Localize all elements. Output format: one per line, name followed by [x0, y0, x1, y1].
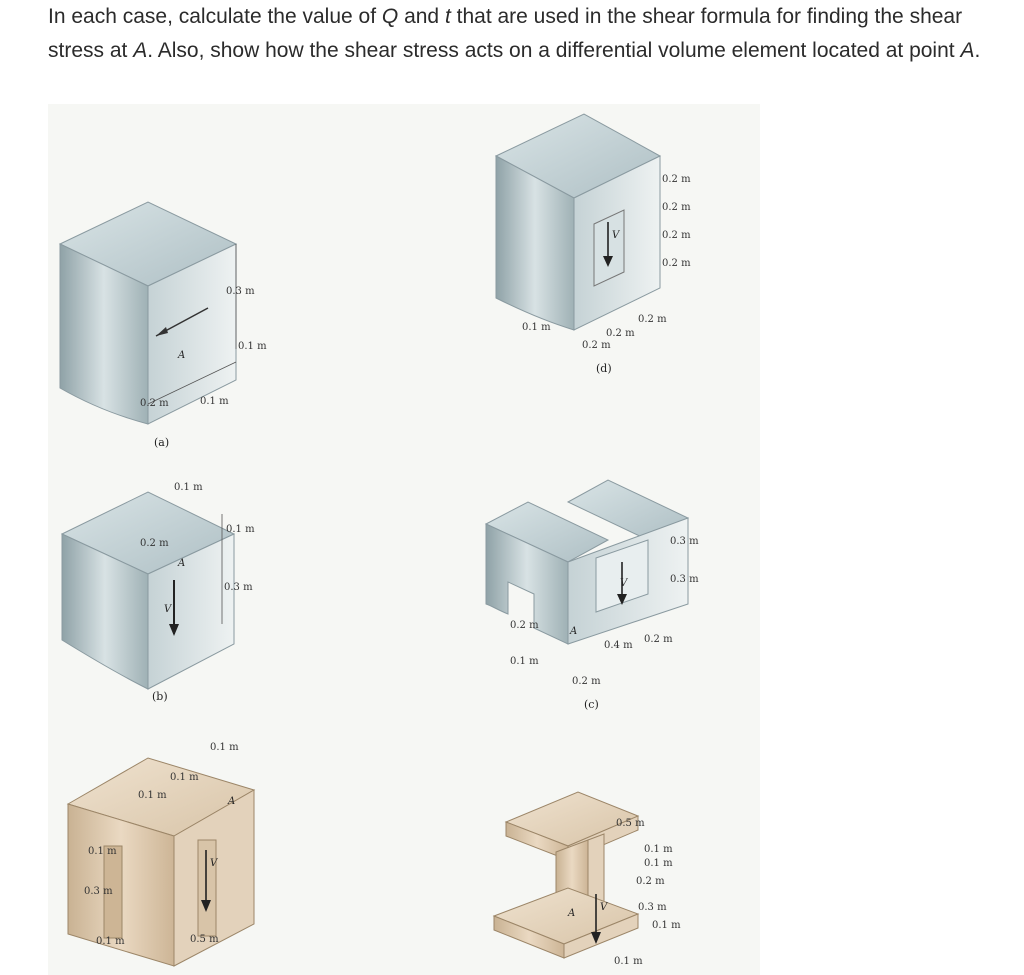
- dim-c-4: 0.4 m: [604, 640, 633, 651]
- dim-d-8: 0.2 m: [582, 340, 611, 351]
- dim-b-3: 0.1 m: [226, 524, 255, 535]
- symbol-q: Q: [381, 5, 399, 28]
- shear-e-label: V: [210, 858, 218, 869]
- prompt-text-5: .: [974, 39, 981, 62]
- dim-d-5: 0.2 m: [638, 314, 667, 325]
- dim-f-7: 0.1 m: [614, 956, 643, 967]
- dim-b-2: 0.2 m: [140, 538, 169, 549]
- dim-b-1: 0.1 m: [174, 482, 203, 493]
- dim-d-3: 0.2 m: [662, 230, 691, 241]
- figure-c: [486, 480, 699, 711]
- dim-d-4: 0.2 m: [662, 258, 691, 269]
- dim-f-4: 0.2 m: [636, 876, 665, 887]
- figure-f: [494, 792, 681, 967]
- symbol-t: t: [444, 5, 451, 28]
- dim-d-6: 0.2 m: [606, 328, 635, 339]
- symbol-a: A: [133, 39, 148, 62]
- dim-c-2: 0.3 m: [670, 574, 699, 585]
- caption-d: (d): [596, 362, 612, 375]
- shear-b-label: V: [164, 604, 172, 615]
- dim-a-3: 0.1 m: [200, 396, 229, 407]
- dim-c-6: 0.1 m: [510, 656, 539, 667]
- dim-f-1: 0.5 m: [616, 818, 645, 829]
- problem-statement: [48, 0, 998, 68]
- dim-c-5: 0.2 m: [510, 620, 539, 631]
- point-a-label: A: [178, 350, 186, 361]
- caption-b: (b): [152, 690, 168, 703]
- point-f-label: A: [568, 908, 576, 919]
- dim-e-2: 0.1 m: [170, 772, 199, 783]
- prompt-text-4: . Also, show how the shear stress acts on a differential volume element located at point: [147, 39, 961, 62]
- dim-e-3: 0.1 m: [138, 790, 167, 801]
- problem-figure: [48, 104, 760, 975]
- figure-a: [60, 202, 267, 449]
- figure-drawing: [48, 104, 760, 975]
- dim-d-1: 0.2 m: [662, 174, 691, 185]
- point-c-label: A: [570, 626, 578, 637]
- dim-f-2: 0.1 m: [644, 844, 673, 855]
- dim-a-2: 0.1 m: [238, 341, 267, 352]
- shear-d-label: V: [612, 230, 620, 241]
- caption-a: (a): [154, 436, 170, 449]
- figure-d: [496, 114, 691, 375]
- dim-e-4: 0.1 m: [88, 846, 117, 857]
- dim-f-3: 0.1 m: [644, 858, 673, 869]
- dim-d-2: 0.2 m: [662, 202, 691, 213]
- dim-a-1: 0.3 m: [226, 286, 255, 297]
- figure-b: [62, 482, 255, 703]
- dim-e-7: 0.5 m: [190, 934, 219, 945]
- dim-d-7: 0.1 m: [522, 322, 551, 333]
- prompt-text-2: and: [398, 5, 445, 28]
- prompt-text-3: that are used in the shear formula for finding the shear stress at: [48, 5, 963, 62]
- dim-c-7: 0.2 m: [572, 676, 601, 687]
- dim-e-6: 0.1 m: [96, 936, 125, 947]
- dim-e-1: 0.1 m: [210, 742, 239, 753]
- shear-c-label: V: [620, 578, 628, 589]
- caption-c: (c): [584, 698, 599, 711]
- prompt-text-1: In each case, calculate the value of: [48, 5, 382, 28]
- shear-f-label: V: [600, 902, 608, 913]
- figure-e: [68, 742, 254, 966]
- point-b-label: A: [178, 558, 186, 569]
- dim-a-4: 0.2 m: [140, 398, 169, 409]
- point-e-label: A: [228, 796, 236, 807]
- symbol-a-2: A: [960, 39, 975, 62]
- dim-c-3: 0.2 m: [644, 634, 673, 645]
- dim-e-5: 0.3 m: [84, 886, 113, 897]
- dim-f-6: 0.1 m: [652, 920, 681, 931]
- dim-b-4: 0.3 m: [224, 582, 253, 593]
- dim-f-5: 0.3 m: [638, 902, 667, 913]
- dim-c-1: 0.3 m: [670, 536, 699, 547]
